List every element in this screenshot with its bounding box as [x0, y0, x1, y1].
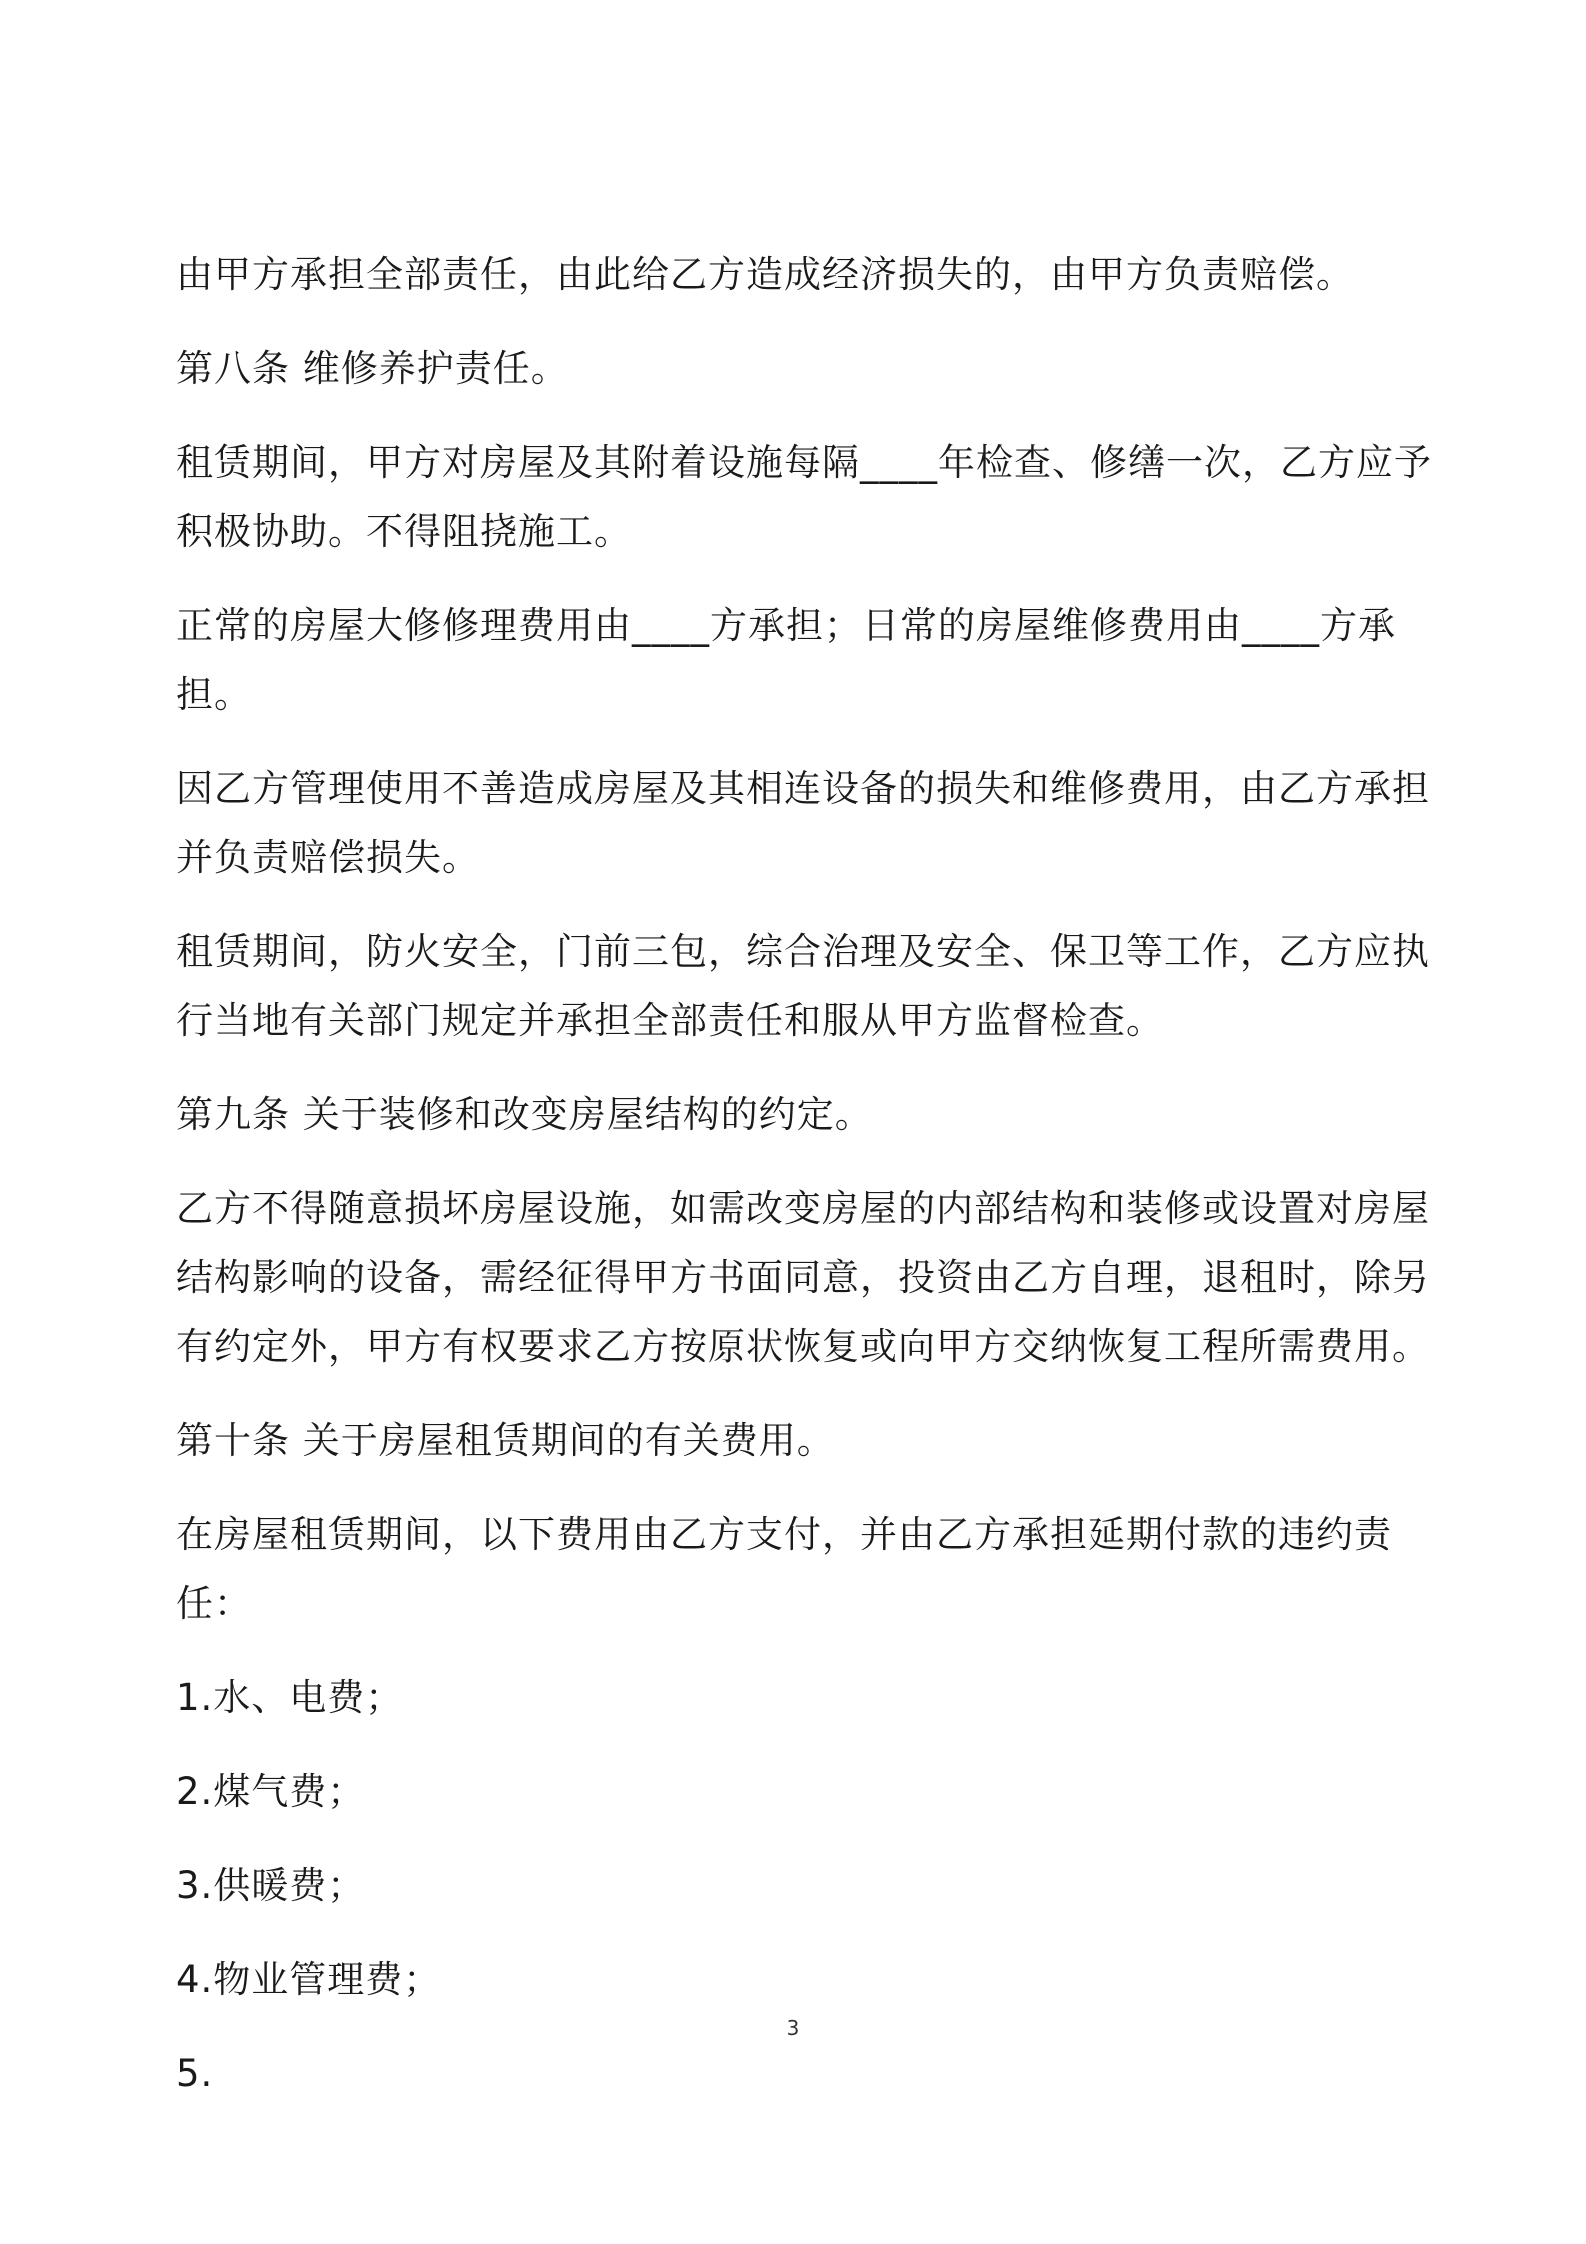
article-9-heading: 第九条 关于装修和改变房屋结构的约定。: [176, 1093, 873, 1136]
list-item-property-management: 4.物业管理费；: [176, 1958, 442, 2001]
list-item-heating: 3.供暖费；: [176, 1864, 366, 1907]
list-item-5: 5.: [176, 2052, 214, 2095]
article-8-heading: 第八条 维修养护责任。: [176, 347, 569, 390]
document-body: [176, 240, 1466, 2133]
paragraph-fees-intro: 在房屋租赁期间，以下费用由乙方支付，并由乙方承担延期付款的违约责任：: [176, 1513, 1392, 1625]
list-item-utilities: 1.水、电费；: [176, 1676, 404, 1719]
article-10-heading: 第十条 关于房屋租赁期间的有关费用。: [176, 1419, 835, 1462]
paragraph-fire-safety: 租赁期间，防火安全，门前三包，综合治理及安全、保卫等工作，乙方应执行当地有关部门规定并承担全部责任和服从甲方监督检查。: [176, 930, 1430, 1042]
paragraph-renovation: 乙方不得随意损坏房屋设施，如需改变房屋的内部结构和装修或设置对房屋结构影响的设备，需经征得甲方书面同意，投资由乙方自理，退租时，除另有约定外，甲方有权要求乙方按原状恢复或向甲方交纳恢复工程所需费用。: [176, 1187, 1430, 1368]
paragraph-repair-costs: 正常的房屋大修修理费用由____方承担；日常的房屋维修费用由____方承担。: [176, 604, 1396, 716]
paragraph-liability-compensation: 由甲方承担全部责任，由此给乙方造成经济损失的，由甲方负责赔偿。: [176, 253, 1354, 296]
page-number: 3: [786, 2016, 800, 2040]
paragraph-tenant-damage: 因乙方管理使用不善造成房屋及其相连设备的损失和维修费用，由乙方承担并负责赔偿损失。: [176, 767, 1430, 879]
paragraph-inspection-repair: 租赁期间，甲方对房屋及其附着设施每隔____年检查、修缮一次，乙方应予积极协助。不得阻挠施工。: [176, 441, 1432, 553]
list-item-gas: 2.煤气费；: [176, 1770, 366, 1813]
